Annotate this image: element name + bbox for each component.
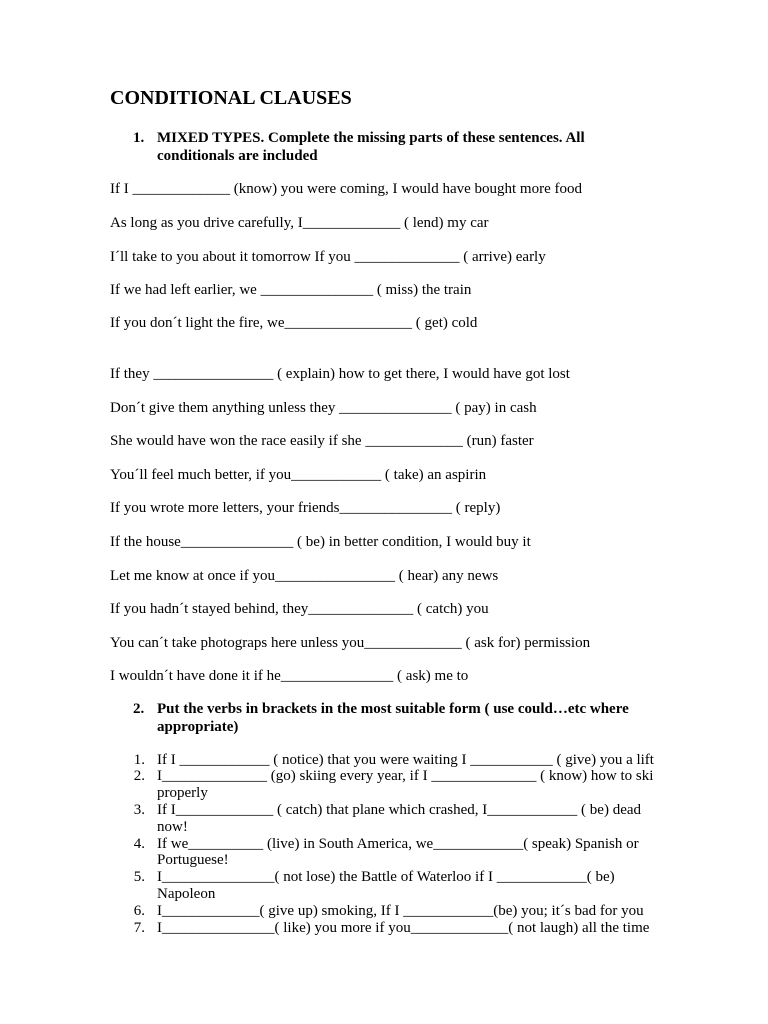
section-2-number: 2. [133, 701, 145, 717]
exercise-sentence: If the house_______________ ( be) in better condition, I would buy it [110, 534, 531, 550]
list-item-number: 4. [133, 835, 145, 852]
list-item [133, 920, 693, 937]
list-item [133, 802, 693, 836]
exercise-sentence: If you wrote more letters, your friends_______________ ( reply) [110, 500, 501, 516]
list-item-text: I______________ (go) skiing every year, if I ______________ ( know) how to ski properly [157, 768, 654, 802]
exercise-sentence: You´ll feel much better, if you____________ ( take) an aspirin [110, 467, 487, 483]
exercise-sentence: If you don´t light the fire, we_________________ ( get) cold [110, 315, 478, 331]
section-2-instructions: Put the verbs in brackets in the most suitable form ( use could…etc where appropriate) [157, 701, 629, 735]
list-item [133, 903, 693, 920]
list-item-number: 6. [133, 902, 145, 919]
list-item-text: If I_____________ ( catch) that plane which crashed, I____________ ( be) dead now! [157, 801, 642, 835]
list-item-text: I_______________( like) you more if you_____________( not laugh) all the time [157, 919, 650, 936]
section-2-heading [133, 701, 673, 736]
section-1-number: 1. [133, 130, 145, 146]
list-item-text: If we__________ (live) in South America, we____________( speak) Spanish or Portuguese! [157, 835, 639, 869]
list-item-text: I_______________( not lose) the Battle of Waterloo if I ____________( be) Napoleon [157, 869, 615, 902]
exercise-sentence: As long as you drive carefully, I_____________ ( lend) my car [110, 215, 489, 231]
exercise-sentence: I´ll take to you about it tomorrow If you ______________ ( arrive) early [110, 249, 546, 265]
exercise-sentence: Don´t give them anything unless they _______________ ( pay) in cash [110, 400, 537, 416]
list-item-number: 1. [133, 751, 145, 768]
list-item-number: 2. [133, 768, 145, 785]
exercise-sentence: You can´t take photograps here unless you_____________ ( ask for) permission [110, 635, 591, 651]
exercise-sentence: If we had left earlier, we _______________ ( miss) the train [110, 282, 472, 298]
list-item-number: 5. [133, 869, 145, 886]
exercise-sentence: I wouldn´t have done it if he_______________ ( ask) me to [110, 668, 469, 684]
exercise-sentence: Let me know at once if you________________ ( hear) any news [110, 568, 499, 584]
page-title: CONDITIONAL CLAUSES [110, 87, 352, 109]
list-item-number: 7. [133, 919, 145, 936]
list-item-text: If I ____________ ( notice) that you were waiting I ___________ ( give) you a lift [157, 751, 654, 768]
section-1-heading [133, 130, 673, 165]
exercise-sentence: If you hadn´t stayed behind, they______________ ( catch) you [110, 601, 489, 617]
list-item-text: I_____________( give up) smoking, If I ____________(be) you; it´s bad for you [157, 902, 644, 919]
list-item-number: 3. [133, 801, 145, 818]
list-item [133, 768, 693, 802]
list-item [133, 869, 693, 903]
list-item [133, 752, 693, 769]
list-item [133, 836, 693, 870]
exercise-sentence: If I _____________ (know) you were coming, I would have bought more food [110, 181, 582, 197]
section-1-instructions: MIXED TYPES. Complete the missing parts of these sentences. All conditionals are included [157, 130, 585, 164]
exercise-list [133, 752, 693, 937]
exercise-sentence: If they ________________ ( explain) how to get there, I would have got lost [110, 366, 570, 382]
exercise-sentence: She would have won the race easily if she _____________ (run) faster [110, 433, 534, 449]
